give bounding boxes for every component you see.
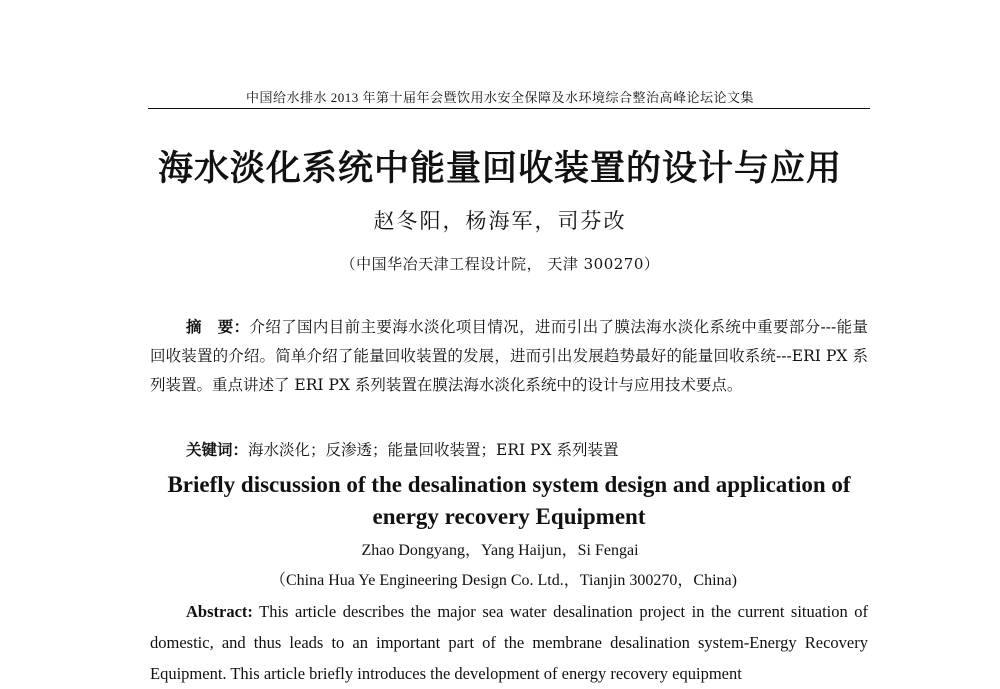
authors-en: Zhao Dongyang，Yang Haijun，Si Fengai	[361, 542, 639, 559]
affiliation-en: （China Hua Ye Engineering Design Co. Ltd.，Tianjin 300270，China)	[270, 572, 737, 589]
keywords-label-cn: 关键词：	[186, 441, 249, 459]
keywords-cn	[186, 438, 618, 460]
header-rule	[148, 108, 870, 109]
running-header: 中国给水排水 2013 年第十届年会暨饮用水安全保障及水环境综合整治高峰论坛论文集	[245, 90, 754, 105]
keywords-text-cn: 海水淡化；反渗透；能量回收装置；ERI PX 系列装置	[248, 441, 619, 459]
abstract-label-cn: 摘 要：	[186, 318, 250, 336]
abstract-label-en: Abstract:	[186, 602, 253, 621]
abstract-en	[150, 596, 868, 689]
abstract-text-en: This article describes the major sea water desalination project in the current situation of domestic, and thus leads to an important part of the membrane desalination system-Energy Recovery Equipment. This article briefly introduces the development of energy recovery equipment	[150, 602, 869, 683]
paper-title-en: Briefly discussion of the desalination system design and application of energy recovery Equipment	[167, 472, 851, 529]
authors-cn: 赵冬阳，杨海军，司芬改	[373, 209, 627, 233]
abstract-text-cn: 介绍了国内目前主要海水淡化项目情况，进而引出了膜法海水淡化系统中重要部分---能量回收装置的介绍。简单介绍了能量回收装置的发展，进而引出发展趋势最好的能量回收系统---ERI PX 系列装置。重点讲述了 ERI PX 系列装置在膜法海水淡化系统中的设计与应用技术要点。	[150, 318, 868, 394]
affiliation-cn: （中国华冶天津工程设计院， 天津 300270）	[340, 255, 660, 273]
paper-title-cn: 海水淡化系统中能量回收装置的设计与应用	[157, 149, 842, 189]
abstract-cn	[150, 313, 868, 400]
